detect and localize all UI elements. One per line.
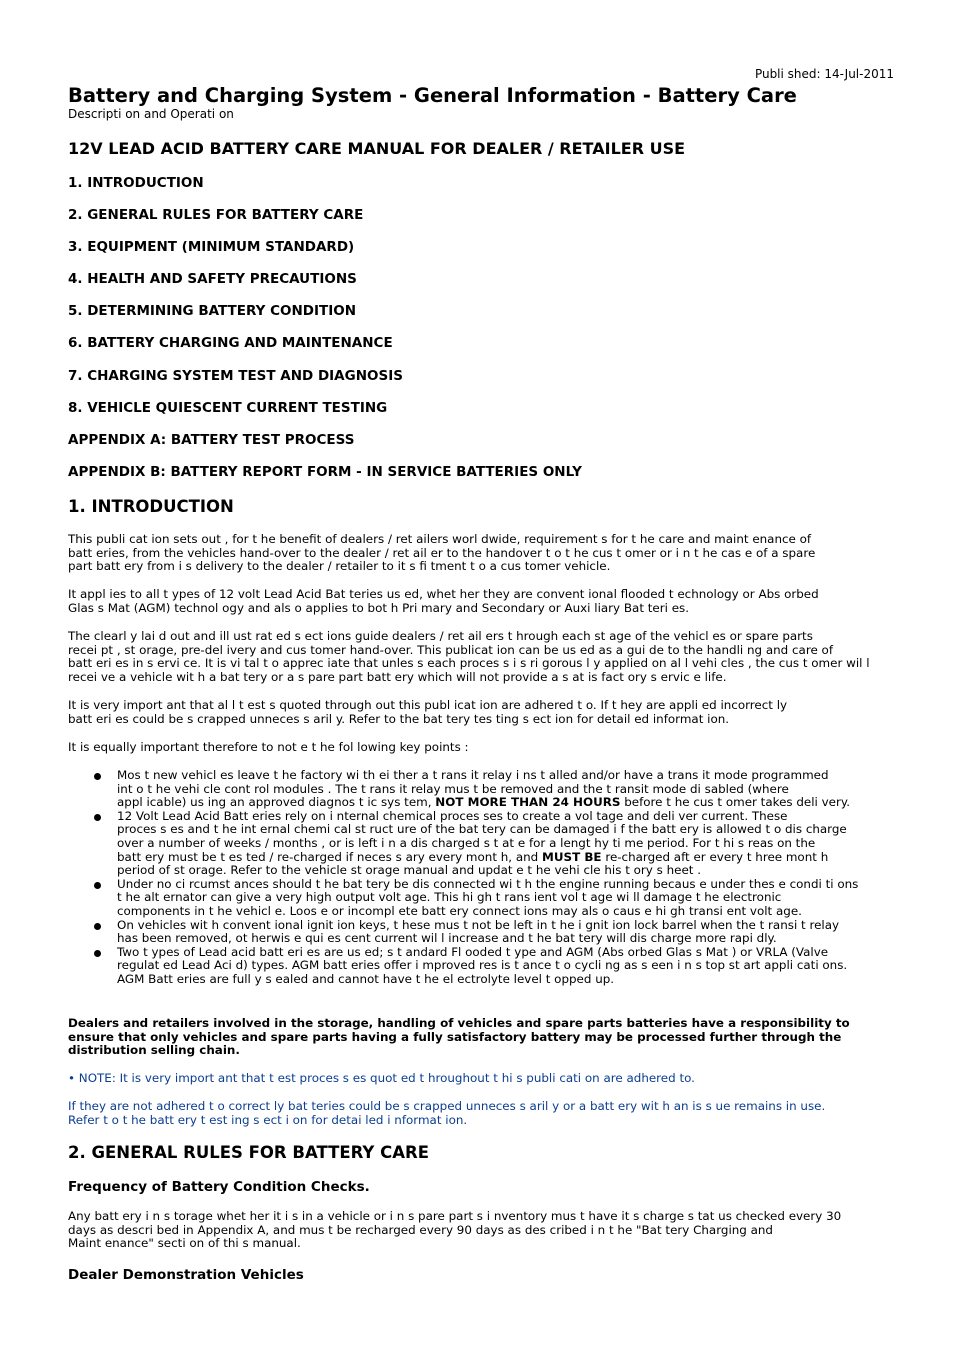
list-item: Two t ypes of Lead acid batt eri es are us ed; s t andard Fl ooded t ype and AGM (Abs orbed Glas s Mat ) or VRLA (Valve regulat ed Lead Aci d) types. AGM batt eries offer i mproved res is t ance t o cycli ng as s een i n s top st art appli cati ons. AGM Batt eries are full y s ealed and cannot have t he el ectrolyte level t opped up. <box>90 946 894 987</box>
toc-item: 2. GENERAL RULES FOR BATTERY CARE <box>68 207 364 223</box>
section-heading-introduction: 1. INTRODUCTION <box>68 497 234 516</box>
published-date: Publi shed: 14-Jul-2011 <box>754 67 894 81</box>
bullet-icon <box>94 882 101 889</box>
note-detail: If they are not adhered t o correct ly bat teries could be s crapped unneces s aril y or a batt ery wit h an is s ue remains in use. Refer t o t he batt ery t est ing s ect i on for detai led i nformat ion. <box>68 1099 826 1127</box>
toc-item: 3. EQUIPMENT (MINIMUM STANDARD) <box>68 239 355 255</box>
list-item: Under no ci rcumst ances should t he bat tery be dis connected wi t h the engine running becaus e under thes e condi ti ons t he alt ernator can give a very high output volt age. This hi gh t rans ient vol t age wi ll damage t he electronic components in t he vehicl e. Loos e or incompl ete batt ery connect ions may als o caus e hi gh transi ent volt age. <box>90 878 894 919</box>
toc-item: 1. INTRODUCTION <box>68 175 204 191</box>
subheading-demonstration-vehicles: Dealer Demonstration Vehicles <box>68 1267 304 1283</box>
toc-item: APPENDIX B: BATTERY REPORT FORM - IN SERVICE BATTERIES ONLY <box>68 464 582 480</box>
paragraph: It is very import ant that al l t est s quoted through out this publ icat ion are adhered t o. If t hey are appli ed incorrect ly batt eri es could be s crapped unneces s aril y. Refer to the bat tery tes ting s ect ion for detail ed informat ion. <box>68 698 788 726</box>
bullet-icon <box>94 923 101 930</box>
paragraph: It appl ies to all t ypes of 12 volt Lead Acid Bat teries us ed, whet her they are convent ional flooded t echnology or Abs orbed Glas s Mat (AGM) technol ogy and als o applies to bot h Pri mary and Secondary or Auxi liary Bat teri es. <box>68 587 819 615</box>
paragraph: Any batt ery i n s torage whet her it i s in a vehicle or i n s pare part s i nventory mus t have it s charge s tat us checked every 30 days as descri bed in Appendix A, and mus t be recharged every 90 days as des cribed i n t he "Bat tery Charging and Maint enance" secti on of thi s manual. <box>68 1209 842 1251</box>
bullet-icon <box>94 950 101 957</box>
subheading-frequency: Frequency of Battery Condition Checks. <box>68 1179 370 1195</box>
responsibility-statement: Dealers and retailers involved in the storage, handling of vehicles and spare parts batteries have a responsibility to ensure that only vehicles and spare parts having a fully satisfactory battery may be processed further through the distribution selling chain. <box>68 1016 850 1058</box>
list-item: Mos t new vehicl es leave t he factory wi th ei ther a t rans it relay i ns t alled and/or have a trans it mode programmed int o t he vehi cle cont rol modules . The t rans it relay mus t be removed and the t ransit mode di sabled (where appl icable) us ing an approved diagnos t ic sys tem, NOT MORE THAN 24 HOURS before t he cus t omer takes deli very. <box>90 769 894 810</box>
paragraph: This publi cat ion sets out , for t he benefit of dealers / ret ailers worl dwide, requirement s for t he care and maint enance of batt eries, from the vehicles hand-over to the dealer / ret ail er to the handover t o t he cus t omer or i n t he cas e of a spare part batt ery from i s delivery to the dealer / retailer to it s fi tment t o a cus tomer vehicle. <box>68 532 816 574</box>
manual-title: 12V LEAD ACID BATTERY CARE MANUAL FOR DEALER / RETAILER USE <box>68 139 686 158</box>
list-item: On vehicles wit h convent ional ignit ion keys, t hese mus t not be left in t he i gnit ion lock barrel when the t ransi t relay has been removed, ot herwis e qui es cent current wil l increase and t he bat tery will dis charge more rapi dly. <box>90 919 894 946</box>
toc-item: 5. DETERMINING BATTERY CONDITION <box>68 303 357 319</box>
toc-item: 4. HEALTH AND SAFETY PRECAUTIONS <box>68 271 357 287</box>
page-subtitle: Descripti on and Operati on <box>68 107 234 121</box>
bullet-icon <box>94 773 101 780</box>
toc-item: 6. BATTERY CHARGING AND MAINTENANCE <box>68 335 393 351</box>
list-item: 12 Volt Lead Acid Batt eries rely on i nternal chemical proces ses to create a vol tage and deli ver current. These proces s es and t he int ernal chemi cal st ruct ure of the bat tery can be damaged i f the batt ery is allowed t o dis charge over a number of weeks / months , or is left i n a dis charged s t at e for a lengt hy ti me period. For t hi s reas on the batt ery must be t es ted / re-charged if neces s ary every mont h, and MUST BE re-charged aft er every t hree mont h period of st orage. Refer to the vehicle st orage manual and updat e t he vehi cle his t ory s heet . <box>90 810 894 878</box>
page-title: Battery and Charging System - General Information - Battery Care <box>68 84 797 107</box>
toc-item: 8. VEHICLE QUIESCENT CURRENT TESTING <box>68 400 388 416</box>
toc-item: 7. CHARGING SYSTEM TEST AND DIAGNOSIS <box>68 368 403 384</box>
paragraph: It is equally important therefore to not e t he fol lowing key points : <box>68 740 469 754</box>
key-points-list <box>90 769 894 987</box>
toc-item: APPENDIX A: BATTERY TEST PROCESS <box>68 432 355 448</box>
bullet-icon <box>94 814 101 821</box>
section-heading-general-rules: 2. GENERAL RULES FOR BATTERY CARE <box>68 1143 429 1162</box>
note: • NOTE: It is very import ant that t est proces s es quot ed t hroughout t hi s publi cati on are adhered to. <box>68 1071 695 1085</box>
paragraph: The clearl y lai d out and ill ust rat ed s ect ions guide dealers / ret ail ers t hrough each st age of the vehicl es or spare parts recei pt , st orage, pre-del ivery and cus tomer hand-over. This publicat ion can be us ed as a gui de to the handli ng and care of batt eri es in s ervi ce. It is vi tal t o apprec iate that unles s each proces s i s ri gorous l y applied on al l vehi cles , the cus t omer wil l recei ve a vehicle wit h a bat tery or a s pare part batt ery which will not provide a s at is fact ory s ervic e life. <box>68 629 870 684</box>
